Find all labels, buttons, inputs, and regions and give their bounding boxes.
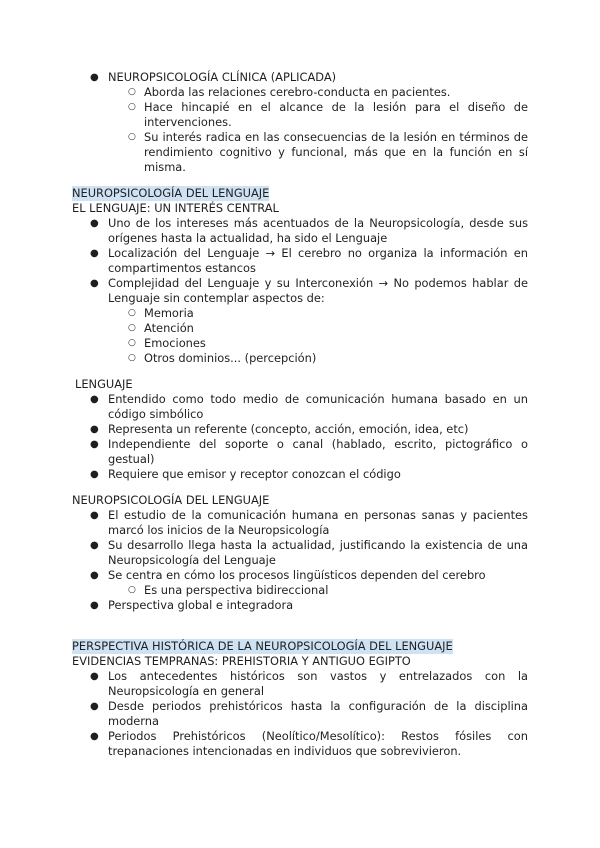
circle-bullet-icon: ○ [128,87,136,97]
bullet-icon: ● [90,701,99,712]
section-subheading: EVIDENCIAS TEMPRANAS: PREHISTORIA Y ANTIGUO EGIPTO [72,654,411,668]
circle-bullet-icon: ○ [128,132,136,142]
list-item: ● Periodos Prehistóricos (Neolítico/Mesolítico): Restos fósiles con trepanaciones intencionadas en individuos que sobrevivieron. [90,729,528,758]
list-item: ● Independiente del soporte o canal (hablado, escrito, pictográfico o gestual) [90,437,528,466]
section-subheading: NEUROPSICOLOGÍA DEL LENGUAJE [72,493,270,507]
list-item: ○ Es una perspectiva bidireccional [128,583,329,597]
list-item: ○ Atención [128,321,194,335]
list-item: ○ Hace hincapié en el alcance de la lesión para el diseño de intervenciones. [128,100,528,129]
list-item: ● Entendido como todo medio de comunicación humana basado en un código simbólico [90,392,528,421]
lenguaje-section [72,377,528,482]
list-item: ● Su desarrollo llega hasta la actualidad, justificando la existencia de una Neuropsicología del Lenguaje [90,538,528,567]
bullet-icon: ● [90,469,99,480]
circle-bullet-icon: ○ [128,585,136,595]
section-heading: NEUROPSICOLOGÍA DEL LENGUAJE [72,186,270,200]
bullet-icon: ● [90,570,99,581]
neuropsicologia-section [72,493,528,613]
list-item: ● Perspectiva global e integradora [90,598,294,612]
circle-bullet-icon: ○ [128,102,136,112]
list-item: ● Desde periodos prehistóricos hasta la configuración de la disciplina moderna [90,699,528,728]
circle-bullet-icon: ○ [128,323,136,333]
section-heading: PERSPECTIVA HISTÓRICA DE LA NEUROPSICOLOGÍA DEL LENGUAJE [72,639,453,653]
intro-title: NEUROPSICOLOGÍA CLÍNICA (APLICADA) [108,70,337,84]
bullet-icon: ● [90,278,99,289]
list-item: ● Representa un referente (concepto, acción, emoción, idea, etc) [90,422,469,436]
list-item: ○ Emociones [128,336,206,350]
bullet-icon: ● [90,248,99,259]
bullet-icon: ● [90,72,99,83]
list-item: ● Localización del Lenguaje → El cerebro no organiza la información en compartimentos estancos [90,246,528,275]
lenguaje-interes-section [72,186,528,366]
bullet-icon: ● [90,510,99,521]
bullet-icon: ● [90,600,99,611]
list-item: ○ Memoria [128,306,194,320]
list-item: ● Complejidad del Lenguaje y su Interconexión → No podemos hablar de Lenguaje sin contemplar aspectos de: [90,276,528,305]
list-item [72,70,528,85]
list-item: ● Requiere que emisor y receptor conozcan el código [90,467,401,481]
list-item: ○ Aborda las relaciones cerebro-conducta en pacientes. [128,85,451,99]
bullet-icon: ● [90,394,99,405]
bullet-icon: ● [90,424,99,435]
list-item: ● Uno de los intereses más acentuados de la Neuropsicología, desde sus orígenes hasta la actualidad, ha sido el Lenguaje [90,216,528,245]
section-subheading: EL LENGUAJE: UN INTERÉS CENTRAL [72,201,279,215]
bullet-icon: ● [90,671,99,682]
list-item: ● El estudio de la comunicación humana en personas sanas y pacientes marcó los inicios de la Neuropsicología [90,508,528,537]
list-item: ○ Otros dominios... (percepción) [128,351,317,365]
section-subheading: LENGUAJE [75,377,133,391]
list-item: ● Los antecedentes históricos son vastos y entrelazados con la Neuropsicología en general [90,669,528,698]
list-item: ● Se centra en cómo los procesos lingüísticos dependen del cerebro [90,568,486,582]
bullet-icon: ● [90,218,99,229]
bullet-icon: ● [90,731,99,742]
list-item: ○ Su interés radica en las consecuencias de la lesión en términos de rendimiento cognitivo y funcional, más que en la función en sí misma. [128,130,528,174]
circle-bullet-icon: ○ [128,353,136,363]
historia-section [72,639,528,759]
circle-bullet-icon: ○ [128,338,136,348]
intro-section [72,70,528,175]
bullet-icon: ● [90,439,99,450]
bullet-icon: ● [90,540,99,551]
circle-bullet-icon: ○ [128,308,136,318]
